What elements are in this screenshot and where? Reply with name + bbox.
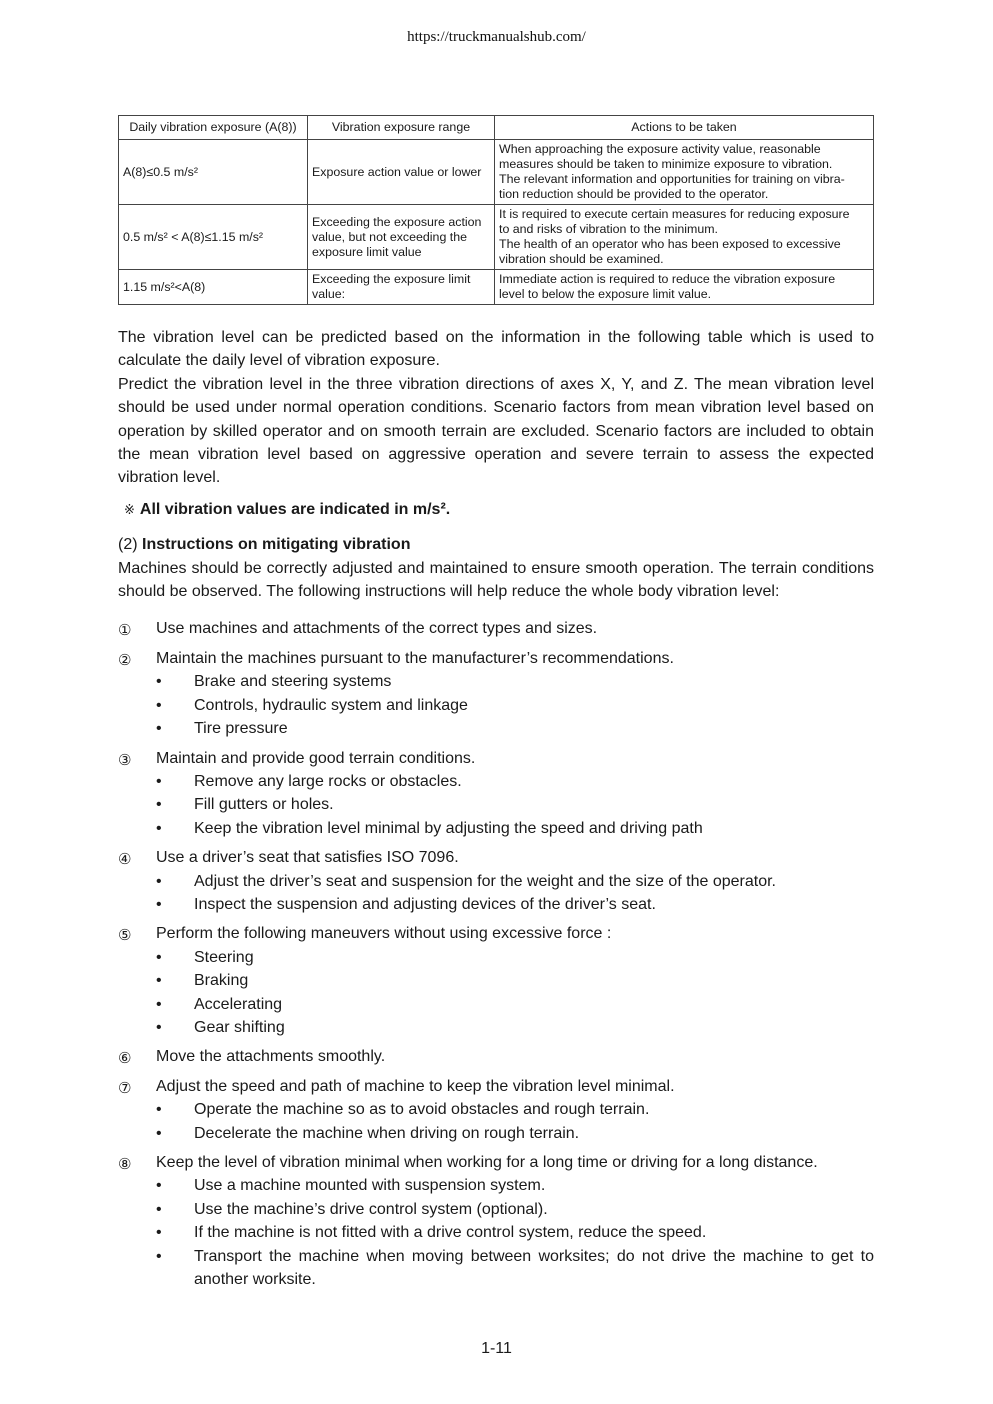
sub-item-text: Inspect the suspension and adjusting devices of the driver’s seat. — [194, 895, 656, 913]
page-number: 1-11 — [481, 1340, 512, 1357]
column-header-actions: Actions to be taken — [495, 116, 874, 140]
reference-mark-icon: ※ — [124, 501, 135, 517]
sub-item-text: Operate the machine so as to avoid obstacles and rough terrain. — [194, 1101, 650, 1119]
bullet-icon: • — [156, 1101, 162, 1119]
list-item — [118, 846, 874, 869]
sub-item-text: Brake and steering systems — [194, 673, 392, 691]
sub-item — [118, 770, 874, 793]
list-item — [118, 647, 874, 670]
exposure-cell: A(8)≤0.5 m/s² — [119, 140, 308, 205]
sub-item — [118, 946, 874, 969]
note-text: All vibration values are indicated in m/s². — [139, 500, 451, 518]
bullet-icon: • — [156, 1200, 162, 1218]
item-number: ④ — [118, 851, 132, 869]
table-header-row — [119, 116, 874, 140]
paragraph: The vibration level can be predicted based on the information in the following table which is used to calculate the daily level of vibration exposure. — [118, 329, 874, 370]
table-row — [119, 270, 874, 305]
section-title: Instructions on mitigating vibration — [142, 536, 411, 554]
sub-item-text: Decelerate the machine when driving on rough terrain. — [194, 1124, 580, 1142]
bullet-icon: • — [156, 895, 162, 913]
bullet-icon: • — [156, 872, 162, 890]
action-line: The health of an operator who has been exposed to excessive — [499, 237, 841, 251]
range-cell: Exceeding the exposure action value, but not exceeding the exposure limit value — [308, 205, 495, 270]
sub-item — [118, 1198, 874, 1221]
item-text: Adjust the speed and path of machine to keep the vibration level minimal. — [156, 1077, 675, 1095]
sub-item-text: Steering — [194, 948, 254, 966]
item-text: Perform the following maneuvers without using excessive force : — [156, 925, 612, 943]
vibration-table — [118, 115, 874, 305]
sub-item-text: Transport the machine when moving between worksites; do not drive the machine to get to another worksite. — [194, 1247, 874, 1289]
sub-item-text: If the machine is not fitted with a drive control system, reduce the speed. — [194, 1224, 707, 1242]
header-url[interactable]: https://truckmanualshub.com/ — [407, 29, 586, 45]
sub-item — [118, 717, 874, 740]
sub-item-text: Gear shifting — [194, 1018, 285, 1036]
sub-item — [118, 1174, 874, 1197]
item-text: Move the attachments smoothly. — [156, 1048, 386, 1066]
item-number: ③ — [118, 751, 132, 769]
action-cell — [495, 270, 874, 305]
action-line: measures should be taken to minimize exposure to vibration. — [499, 157, 833, 171]
sub-item — [118, 1245, 874, 1292]
action-line: vibration should be examined. — [499, 252, 664, 266]
item-number: ⑧ — [118, 1156, 132, 1173]
exposure-cell: 0.5 m/s² < A(8)≤1.15 m/s² — [119, 205, 308, 270]
sub-item-text: Tire pressure — [194, 720, 288, 738]
section-intro: Machines should be correctly adjusted and maintained to ensure smooth operation. The terrain conditions should be observed. The following instructions will help reduce the whole body vibration level: — [118, 559, 874, 601]
section-heading — [118, 533, 874, 556]
bullet-icon: • — [156, 1177, 162, 1195]
item-number: ⑥ — [118, 1050, 132, 1068]
sub-item — [118, 1122, 874, 1145]
sub-item-text: Adjust the driver’s seat and suspension for the weight and the size of the operator. — [194, 872, 776, 890]
action-cell — [495, 140, 874, 205]
item-text: Use machines and attachments of the correct types and sizes. — [156, 620, 598, 638]
sub-item-text: Keep the vibration level minimal by adjusting the speed and driving path — [194, 819, 703, 837]
sub-item-text: Braking — [194, 972, 249, 990]
sub-item — [118, 694, 874, 717]
sub-item-text: Use a machine mounted with suspension system. — [194, 1177, 546, 1195]
exposure-cell: 1.15 m/s²<A(8) — [119, 270, 308, 305]
bullet-icon: • — [156, 772, 162, 790]
bullet-icon: • — [156, 972, 162, 990]
section-number: (2) — [118, 536, 138, 554]
list-item — [118, 1151, 874, 1174]
bullet-icon: • — [156, 948, 162, 966]
action-cell — [495, 205, 874, 270]
sub-item-text: Remove any large rocks or obstacles. — [194, 772, 462, 790]
action-line: When approaching the exposure activity value, reasonable — [499, 142, 821, 156]
sub-item-text: Accelerating — [194, 995, 283, 1013]
bullet-icon: • — [156, 696, 162, 714]
bullet-icon: • — [156, 1018, 162, 1036]
item-text: Use a driver’s seat that satisfies ISO 7096. — [156, 849, 459, 867]
sub-item — [118, 969, 874, 992]
body-content — [118, 326, 874, 1291]
paragraph: Predict the vibration level in the three vibration directions of axes X, Y, and Z. The mean vibration level should be used under normal operation conditions. Scenario factors from mean vibration level based on operation by skilled operator and on smooth terrain are excluded. Scenario factors are included to obtain the mean vibration level based on aggressive operation and severe terrain to assess the expected vibration level. — [118, 375, 874, 487]
table-row — [119, 140, 874, 205]
sub-item — [118, 893, 874, 916]
item-number: ⑤ — [118, 927, 132, 945]
table-row — [119, 205, 874, 270]
action-line: Immediate action is required to reduce the vibration exposure — [499, 272, 836, 286]
list-item — [118, 747, 874, 770]
range-cell: Exposure action value or lower — [308, 140, 495, 205]
sub-item — [118, 870, 874, 893]
action-line: level to below the exposure limit value. — [499, 287, 712, 301]
item-number: ① — [118, 622, 132, 640]
column-header-range: Vibration exposure range — [308, 116, 495, 140]
bullet-icon: • — [156, 796, 162, 814]
bullet-icon: • — [156, 720, 162, 738]
sub-item-text: Controls, hydraulic system and linkage — [194, 696, 468, 714]
bullet-icon: • — [156, 819, 162, 837]
list-item — [118, 1075, 874, 1098]
list-item — [118, 617, 874, 640]
unit-note — [124, 498, 874, 521]
sub-item — [118, 817, 874, 840]
bullet-icon: • — [156, 1124, 162, 1142]
instruction-list — [118, 617, 874, 1291]
bullet-icon: • — [156, 673, 162, 691]
bullet-icon: • — [156, 1247, 162, 1265]
range-cell: Exceeding the exposure limit value: — [308, 270, 495, 305]
item-text: Maintain the machines pursuant to the manufacturer’s recommendations. — [156, 649, 674, 667]
bullet-icon: • — [156, 995, 162, 1013]
list-item — [118, 1045, 874, 1068]
column-header-exposure: Daily vibration exposure (A(8)) — [119, 116, 308, 140]
action-line: The relevant information and opportunities for training on vibra- — [499, 172, 845, 186]
sub-item — [118, 1221, 874, 1244]
action-line: tion reduction should be provided to the operator. — [499, 187, 769, 201]
action-line: It is required to execute certain measures for reducing exposure — [499, 207, 850, 221]
sub-item — [118, 1016, 874, 1039]
item-number: ② — [118, 651, 132, 669]
sub-item-text: Use the machine’s drive control system (optional). — [194, 1200, 548, 1218]
item-number: ⑦ — [118, 1079, 132, 1097]
item-text: Maintain and provide good terrain conditions. — [156, 749, 476, 767]
sub-item — [118, 1098, 874, 1121]
action-line: to and risks of vibration to the minimum. — [499, 222, 718, 236]
list-item — [118, 922, 874, 945]
sub-item — [118, 793, 874, 816]
sub-item — [118, 670, 874, 693]
item-text: Keep the level of vibration minimal when working for a long time or driving for a long distance. — [156, 1154, 818, 1171]
sub-item-text: Fill gutters or holes. — [194, 796, 334, 814]
sub-item — [118, 993, 874, 1016]
bullet-icon: • — [156, 1224, 162, 1242]
